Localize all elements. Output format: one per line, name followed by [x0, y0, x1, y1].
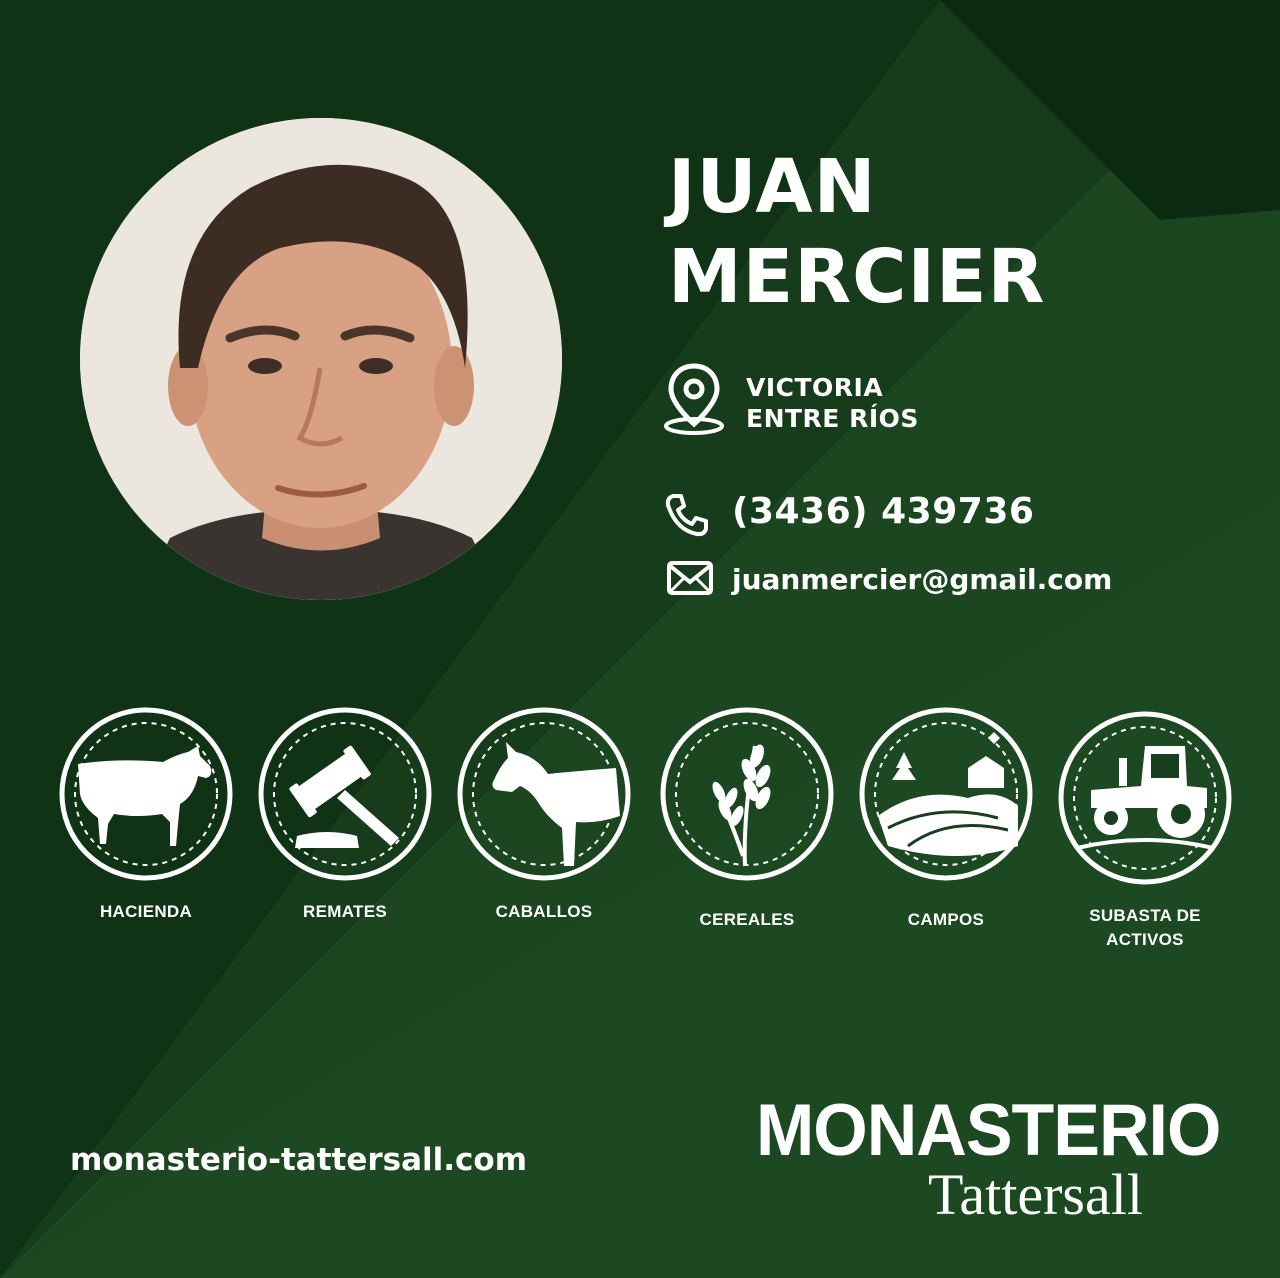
wheat-icon — [659, 706, 835, 882]
service-label: HACIENDA — [99, 902, 193, 921]
first-name: JUAN — [668, 144, 877, 230]
tractor-icon — [1057, 710, 1233, 886]
company-logo-bottom: Tattersall — [928, 1162, 1143, 1227]
horse-icon — [456, 706, 632, 882]
service-subasta-de-activos[interactable] — [1045, 710, 1245, 952]
envelope-icon — [666, 560, 714, 596]
website-link[interactable]: monasterio-tattersall.com — [70, 1142, 528, 1178]
person-name — [668, 142, 1046, 322]
service-hacienda[interactable] — [46, 706, 246, 924]
company-logo-top: MONASTERIO — [756, 1089, 1221, 1171]
location-province: ENTRE RÍOS — [746, 404, 919, 433]
phone-number[interactable]: (3436) 439736 — [732, 491, 1035, 532]
service-caballos[interactable] — [444, 706, 644, 924]
cow-icon — [58, 706, 234, 882]
service-label: CEREALES — [699, 910, 795, 929]
service-campos[interactable] — [846, 706, 1046, 932]
gavel-icon — [257, 706, 433, 882]
email-address[interactable]: juanmercier@gmail.com — [732, 563, 1113, 596]
service-label: SUBASTA DE ACTIVOS — [1089, 906, 1201, 949]
last-name: MERCIER — [668, 234, 1046, 320]
location-pin-icon — [660, 362, 728, 436]
phone-icon — [664, 492, 710, 538]
profile-photo — [80, 118, 562, 600]
service-remates[interactable] — [245, 706, 445, 924]
service-label: CAMPOS — [907, 910, 985, 929]
location — [746, 372, 919, 434]
service-label: REMATES — [303, 902, 387, 921]
service-label: CABALLOS — [495, 902, 593, 921]
location-city: VICTORIA — [746, 373, 884, 402]
service-cereales[interactable] — [647, 706, 847, 932]
farm-fields-icon — [858, 706, 1034, 882]
